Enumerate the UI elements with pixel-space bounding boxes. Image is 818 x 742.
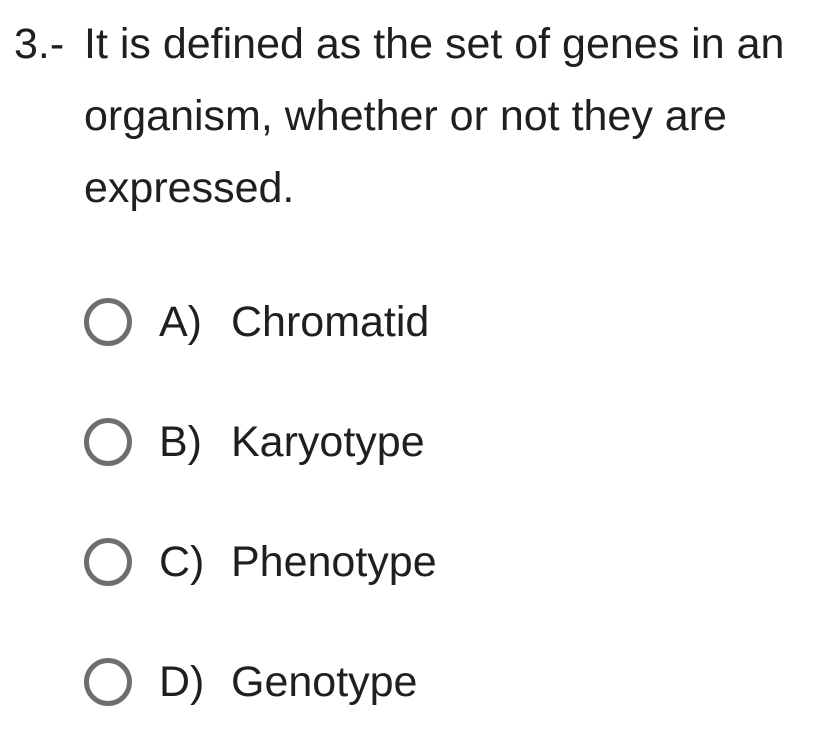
option-label-b: Karyotype: [231, 417, 425, 466]
radio-button-a[interactable]: [84, 298, 132, 346]
option-a[interactable]: [84, 262, 804, 382]
option-label-a: Chromatid: [231, 297, 430, 346]
question-text: It is defined as the set of genes in an organism, whether or not they are expressed.: [84, 20, 785, 212]
option-d[interactable]: [84, 622, 804, 742]
option-letter-a: A): [159, 297, 202, 346]
option-label-d: Genotype: [231, 657, 418, 706]
question: [14, 8, 814, 224]
answer-options: [84, 262, 804, 742]
radio-button-d[interactable]: [84, 658, 132, 706]
option-b[interactable]: [84, 382, 804, 502]
radio-button-b[interactable]: [84, 418, 132, 466]
option-c[interactable]: [84, 502, 804, 622]
option-letter-d: D): [159, 657, 205, 706]
option-label-c: Phenotype: [231, 537, 437, 586]
option-letter-c: C): [159, 537, 205, 586]
radio-button-c[interactable]: [84, 538, 132, 586]
option-letter-b: B): [159, 417, 202, 466]
question-number: 3.-: [14, 20, 65, 68]
